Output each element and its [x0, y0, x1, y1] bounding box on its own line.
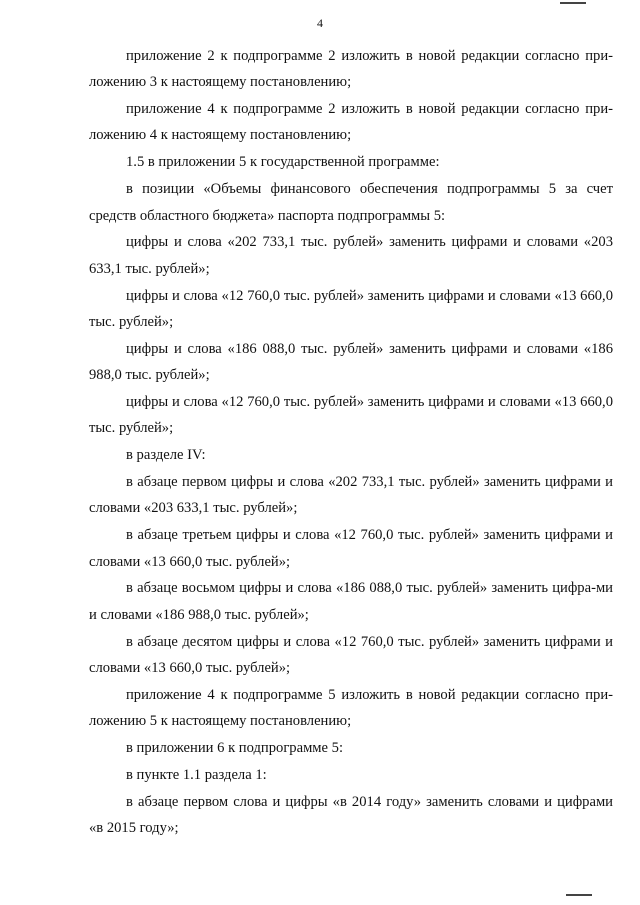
paragraph: цифры и слова «12 760,0 тыс. рублей» заменить цифрами и словами «13 660,0 тыс. рублей»; [89, 394, 613, 437]
paragraph: цифры и слова «12 760,0 тыс. рублей» заменить цифрами и словами «13 660,0 тыс. рублей»; [89, 287, 613, 330]
paragraph: в абзаце первом цифры и слова «202 733,1 тыс. рублей» заменить цифрами и словами «203 633,1 тыс. рублей»; [89, 474, 613, 517]
paragraph: приложение 2 к подпрограмме 2 изложить в новой редакции согласно при-ложению 3 к настоящему постановлению; [89, 48, 613, 91]
scan-mark-top [560, 2, 586, 4]
paragraph: в разделе IV: [126, 447, 206, 464]
paragraph: в абзаце третьем цифры и слова «12 760,0 тыс. рублей» заменить цифрами и словами «13 660,0 тыс. рублей»; [89, 527, 613, 570]
scan-mark-bottom [566, 894, 592, 896]
paragraph: в абзаце восьмом цифры и слова «186 088,0 тыс. рублей» заменить цифра-ми и словами «186 988,0 тыс. рублей»; [89, 580, 613, 623]
paragraph: приложение 4 к подпрограмме 2 изложить в новой редакции согласно при-ложению 4 к настоящему постановлению; [89, 101, 613, 144]
paragraph: в абзаце первом слова и цифры «в 2014 году» заменить словами и цифрами «в 2015 году»; [89, 793, 613, 837]
paragraph: в пункте 1.1 раздела 1: [126, 766, 267, 783]
page-number: 4 [317, 16, 323, 30]
paragraph: в позиции «Объемы финансового обеспечения подпрограммы 5 за счет средств областного бюджета» паспорта подпрограммы 5: [89, 181, 613, 224]
paragraph: 1.5 в приложении 5 к государственной программе: [126, 154, 440, 171]
paragraph: цифры и слова «202 733,1 тыс. рублей» заменить цифрами и словами «203 633,1 тыс. рублей»; [89, 234, 613, 277]
paragraph: приложение 4 к подпрограмме 5 изложить в новой редакции согласно при-ложению 5 к настоящему постановлению; [89, 686, 613, 730]
paragraph: в абзаце десятом цифры и слова «12 760,0 тыс. рублей» заменить цифрами и словами «13 660,0 тыс. рублей»; [89, 633, 613, 676]
paragraph: в приложении 6 к подпрограмме 5: [126, 740, 344, 757]
document-body [89, 43, 613, 841]
paragraph: цифры и слова «186 088,0 тыс. рублей» заменить цифрами и словами «186 988,0 тыс. рублей»; [89, 340, 613, 384]
